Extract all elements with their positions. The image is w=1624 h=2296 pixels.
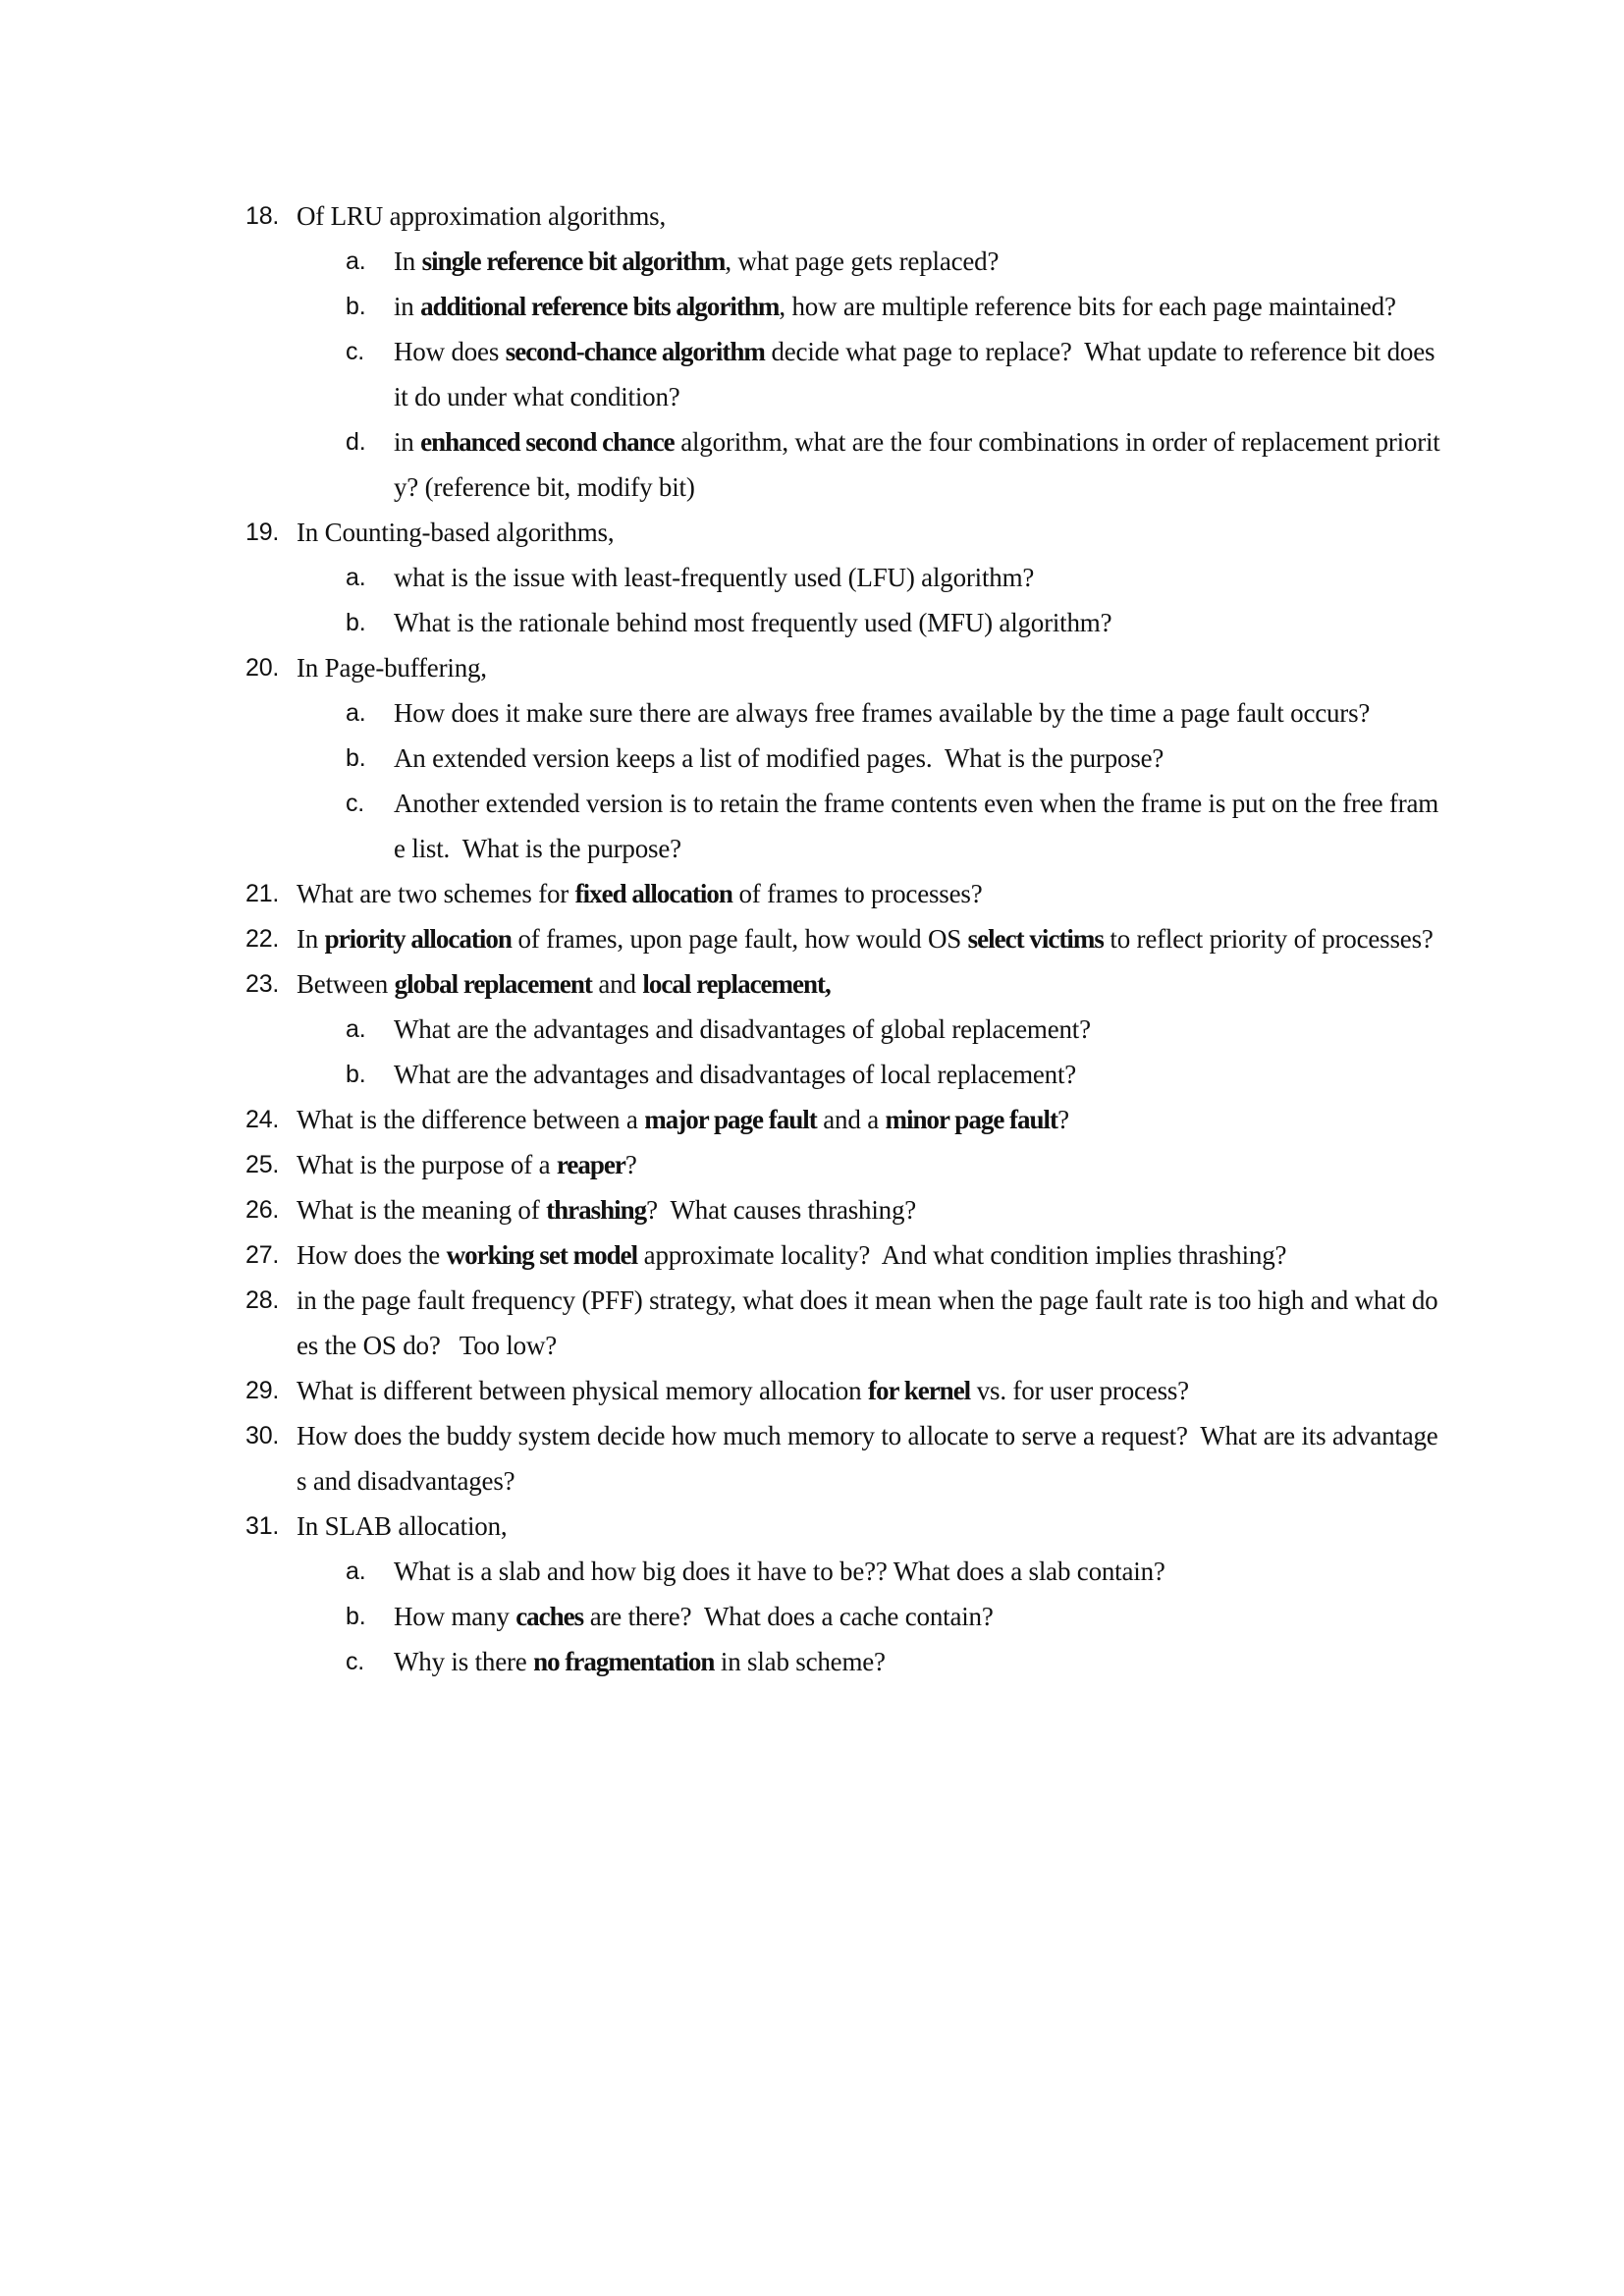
sub-question-item [343,419,1443,510]
sub-question-letter: a. [346,699,366,727]
question-item [245,1232,1443,1278]
text-segment: How many [394,1602,516,1631]
text-segment: Another extended version is to retain the frame contents even when the frame is put on the free frame list. What is the purpose? [394,789,1439,863]
question-item [245,916,1443,961]
bold-term: caches [515,1602,584,1631]
question-number: 18. [245,202,280,230]
bold-term: for kernel [867,1376,971,1405]
sub-question-item [343,736,1443,781]
text-segment: in slab scheme? [714,1647,886,1676]
question-number: 19. [245,519,280,546]
sub-question-item [343,1052,1443,1097]
text-segment: approximate locality? And what condition implies thrashing? [637,1240,1287,1270]
text-segment: How does it make sure there are always free frames available by the time a page fault occurs? [394,698,1371,728]
text-segment: What is different between physical memory allocation [297,1376,868,1405]
bold-term: select victims [967,924,1104,954]
question-number: 24. [245,1106,280,1133]
text-segment: , how are multiple reference bits for each page maintained? [779,292,1396,321]
text-segment: of frames, upon page fault, how would OS [511,924,968,954]
text-segment: Why is there [394,1647,534,1676]
text-segment: and a [816,1105,886,1134]
question-number: 29. [245,1377,280,1404]
text-segment: What is the difference between a [297,1105,645,1134]
question-item [245,1368,1443,1413]
text-segment: How does [394,337,506,366]
text-segment: In Page-buffering, [297,653,487,683]
text-segment: Of LRU approximation algorithms, [297,201,667,231]
bold-term: no fragmentation [533,1647,715,1676]
bold-term: additional reference bits algorithm [420,292,780,321]
bold-term: local replacement, [642,969,831,999]
text-segment: Between [297,969,395,999]
sub-question-letter: b. [346,1061,366,1088]
text-segment: What is the meaning of [297,1195,547,1225]
sub-question-letter: d. [346,428,366,456]
bold-term: fixed allocation [574,879,732,908]
text-segment: ? [1057,1105,1069,1134]
sub-question-letter: b. [346,744,366,772]
sub-question-item [343,690,1443,736]
bold-term: second-chance algorithm [505,337,765,366]
question-item [245,1503,1443,1549]
bold-term: priority allocation [324,924,512,954]
sub-question-item [343,600,1443,645]
sub-question-letter: a. [346,1015,366,1043]
question-number: 26. [245,1196,280,1224]
text-segment: in the page fault frequency (PFF) strategy, what does it mean when the page fault rate is too high and what does the OS do? Too low? [297,1285,1438,1360]
text-segment: decide what page to replace? What update to reference bit does it do under what condition? [394,337,1441,411]
text-segment: ? [624,1150,637,1179]
bold-term: major page fault [644,1105,817,1134]
sub-question-letter: c. [346,790,365,817]
question-item [245,645,1443,690]
bold-term: reaper [556,1150,625,1179]
text-segment: In Counting-based algorithms, [297,518,615,547]
question-number: 30. [245,1422,280,1449]
question-item [245,1142,1443,1187]
text-segment: what is the issue with least-frequently used (LFU) algorithm? [394,563,1035,592]
sub-question-item [343,329,1443,419]
question-number: 20. [245,654,280,682]
question-number: 21. [245,880,280,907]
text-segment: of frames to processes? [731,879,983,908]
text-segment: In SLAB allocation, [297,1511,508,1541]
text-segment: In [394,246,422,276]
text-segment: to reflect priority of processes? [1103,924,1434,954]
question-list [245,193,1443,1684]
question-number: 25. [245,1151,280,1178]
question-number: 28. [245,1286,280,1314]
sub-question-item [343,239,1443,284]
text-segment: algorithm, what are the four combinations in order of replacement priority? (reference bit, modify bit) [394,427,1440,502]
sub-question-letter: a. [346,247,366,275]
sub-question-item [343,555,1443,600]
sub-question-letter: a. [346,1558,366,1585]
text-segment: What is the purpose of a [297,1150,557,1179]
text-segment: What are two schemes for [297,879,575,908]
text-segment: are there? What does a cache contain? [583,1602,994,1631]
sub-question-letter: b. [346,293,366,320]
text-segment: How does the [297,1240,447,1270]
question-number: 31. [245,1512,280,1540]
question-item [245,961,1443,1007]
question-item [245,1187,1443,1232]
question-number: 27. [245,1241,280,1269]
sub-question-item [343,1639,1443,1684]
question-item [245,193,1443,239]
bold-term: thrashing [546,1195,647,1225]
text-segment: ? What causes thrashing? [646,1195,917,1225]
sub-question-letter: a. [346,564,366,591]
text-segment: in [394,427,421,457]
text-segment: What is the rationale behind most frequently used (MFU) algorithm? [394,608,1112,637]
question-number: 23. [245,970,280,998]
text-segment: An extended version keeps a list of modified pages. What is the purpose? [394,743,1164,773]
text-segment: in [394,292,421,321]
text-segment: vs. for user process? [970,1376,1189,1405]
question-item [245,1097,1443,1142]
question-item [245,1413,1443,1503]
question-number: 22. [245,925,280,953]
question-item [245,1278,1443,1368]
bold-term: global replacement [394,969,592,999]
text-segment: and [591,969,643,999]
text-segment: What is a slab and how big does it have to be?? What does a slab contain? [394,1557,1165,1586]
bold-term: single reference bit algorithm [421,246,726,276]
sub-question-item [343,284,1443,329]
sub-question-letter: c. [346,338,365,365]
sub-question-letter: b. [346,1603,366,1630]
bold-term: enhanced second chance [420,427,675,457]
text-segment: What are the advantages and disadvantages of global replacement? [394,1014,1091,1044]
sub-question-item [343,781,1443,871]
sub-question-letter: b. [346,609,366,636]
sub-question-item [343,1594,1443,1639]
sub-question-item [343,1007,1443,1052]
question-item [245,510,1443,555]
text-segment: What are the advantages and disadvantages of local replacement? [394,1060,1077,1089]
text-segment: , what page gets replaced? [725,246,1000,276]
bold-term: minor page fault [885,1105,1058,1134]
bold-term: working set model [446,1240,638,1270]
text-segment: In [297,924,325,954]
sub-question-letter: c. [346,1648,365,1675]
sub-question-item [343,1549,1443,1594]
question-item [245,871,1443,916]
text-segment: How does the buddy system decide how much memory to allocate to serve a request? What are its advantages and disadvantages? [297,1421,1438,1496]
